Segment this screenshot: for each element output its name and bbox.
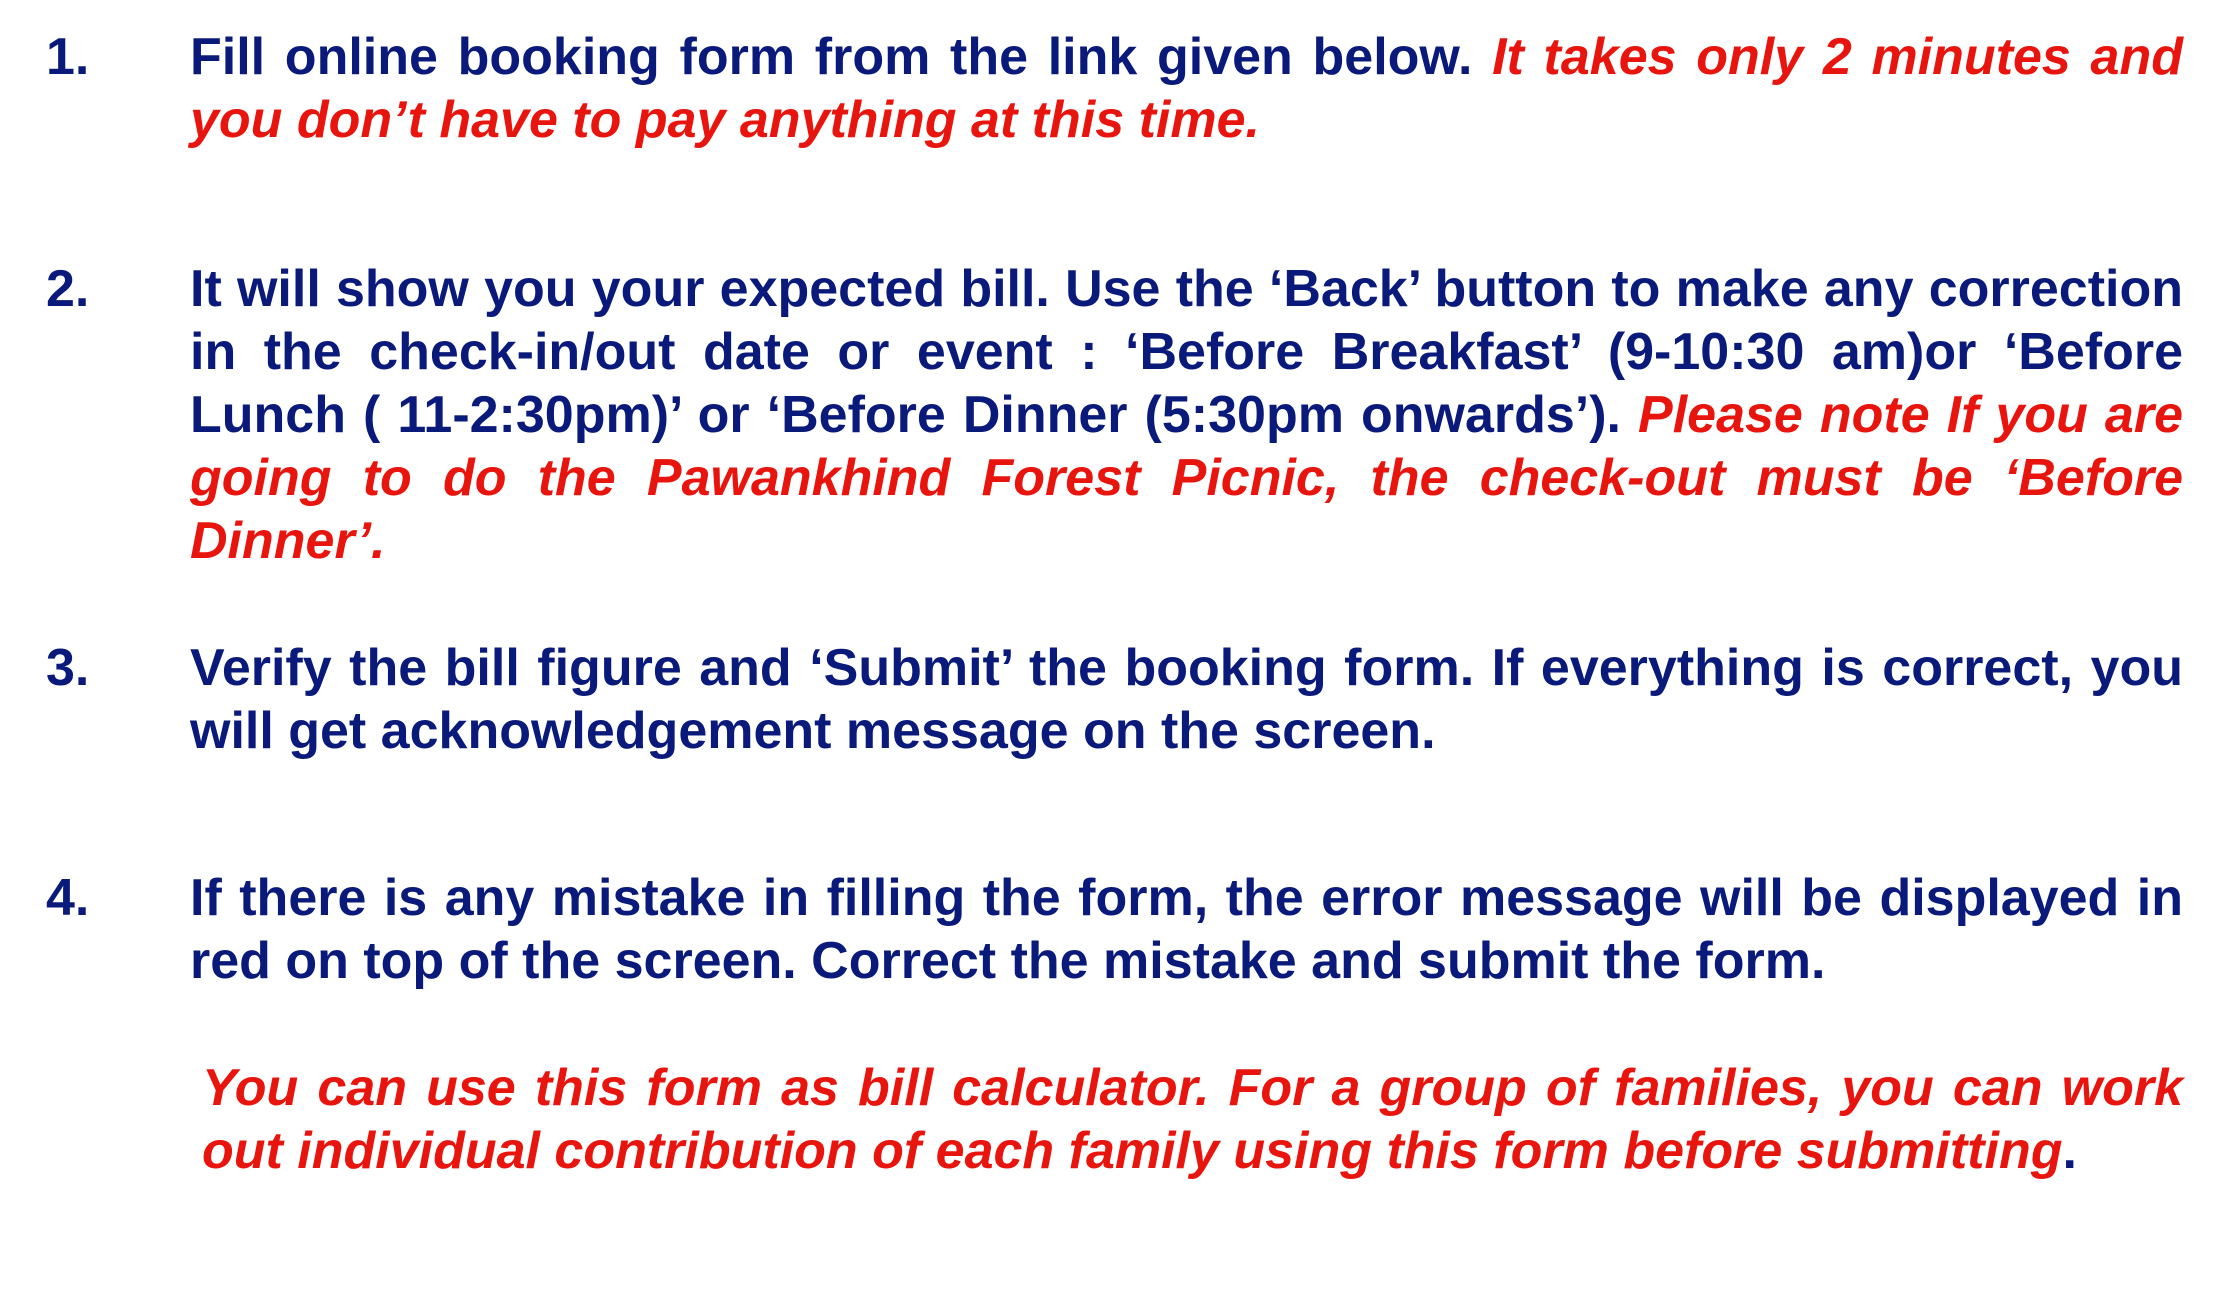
item-highlight: Please note If you are going to do the Pawankhind Forest Picnic, the check-out must be ‘Before Dinner’. [190, 386, 2183, 570]
item-number: 2. [46, 260, 90, 318]
item-text [190, 637, 2183, 763]
note-body: You can use this form as bill calculator. For a group of families, you can work out individual contribution of each family using this form before submitting [202, 1059, 2183, 1180]
item-body: Fill online booking form from the link given below. [190, 28, 1493, 86]
item-text [190, 258, 2183, 573]
item-body: It will show you your expected bill. Use the ‘Back’ button to make any correction in the check-in/out date or event : ‘Before Breakfast’ (9-10:30 am)or ‘Before Lunch ( 11-2:30pm)’ or ‘Before Dinner (5:30pm onwards’). [190, 260, 2183, 444]
item-text [190, 26, 2183, 152]
item-body: Verify the bill figure and ‘Submit’ the booking form. If everything is correct, you will get acknowledgement message on the screen. [190, 639, 2183, 760]
item-body: If there is any mistake in filling the form, the error message will be displayed in red on top of the screen. Correct the mistake and submit the form. [190, 869, 2183, 990]
item-text [190, 867, 2183, 993]
note-period: . [2062, 1122, 2077, 1180]
item-highlight: It takes only 2 minutes and you don’t have to pay anything at this time. [190, 28, 2184, 149]
item-number: 3. [46, 639, 90, 697]
item-number: 4. [46, 869, 90, 927]
item-number: 1. [46, 28, 90, 86]
note-text [202, 1057, 2183, 1183]
